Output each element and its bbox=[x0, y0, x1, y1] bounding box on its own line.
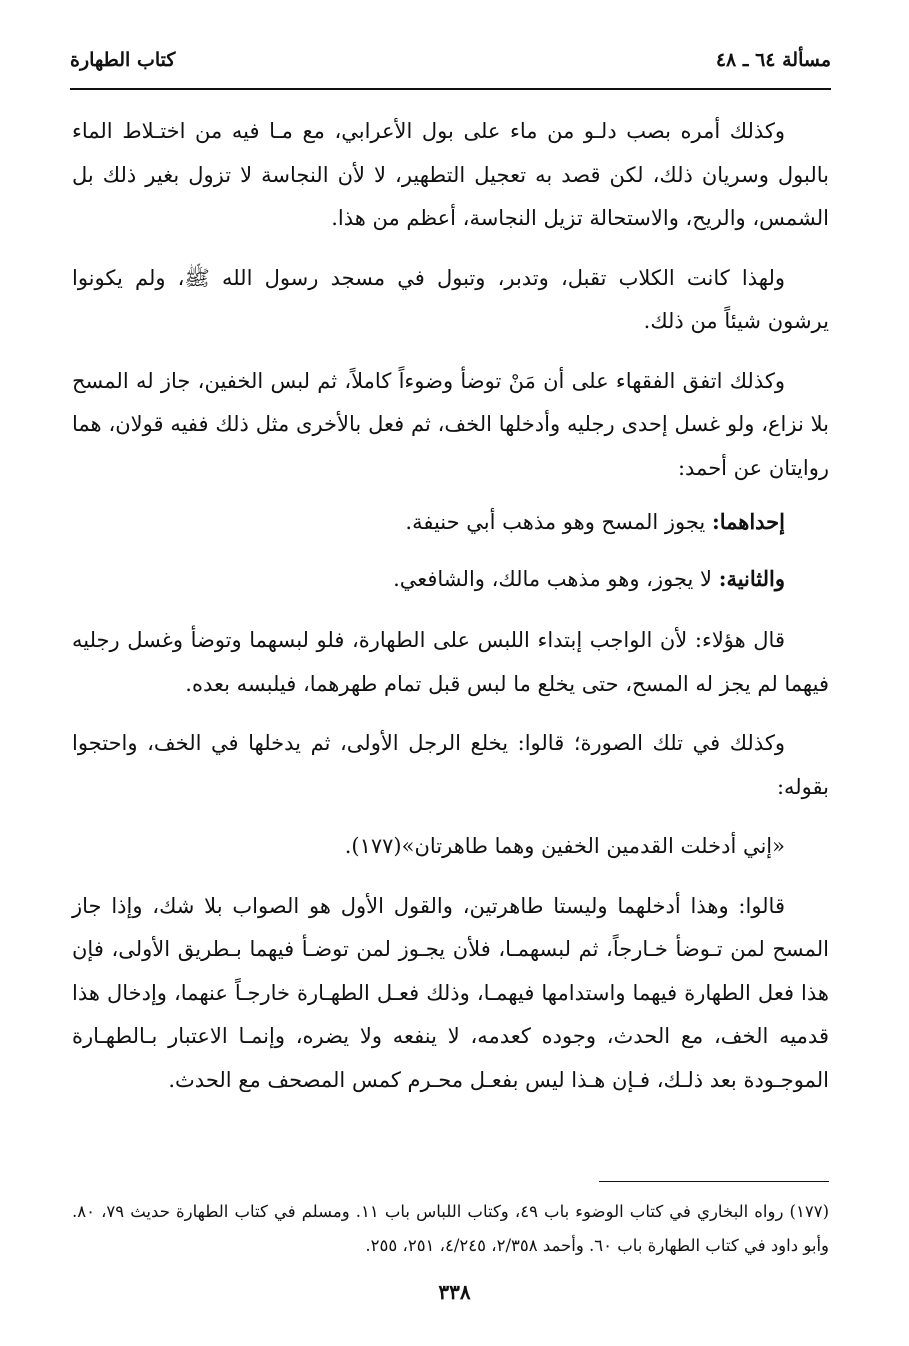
page-number: ٣٣٨ bbox=[438, 1280, 471, 1304]
main-text bbox=[72, 110, 829, 1118]
opinion-label: إحداهما: bbox=[711, 509, 785, 534]
opinion-item bbox=[72, 557, 829, 602]
header-divider bbox=[70, 88, 831, 90]
footnote-divider bbox=[599, 1181, 829, 1182]
hadith-quote: «إني أدخلت القدمين الخفين وهما طاهرتان»(١٧٧). bbox=[344, 834, 785, 858]
paragraph: قالوا: وهذا أدخلهما وليستا طاهرتين، والقول الأول هو الصواب بلا شك، وإذا جاز المسح لمن تـوضأ خـارجاً، ثم لبسهمـا، فلأن يجـوز لمن توضـأ فيهما بـطريق الأولى، فإن هذا فعل الطهارة فيهما واستدامها فيهمـا، وذلك فعـل الطهـارة خارجـاً عنهما، وإدخال هذا قدميه الخف، مع الحدث، وجوده كعدمه، لا ينفعه ولا يضره، وإنمـا الاعتبار بـالطهـارة الموجـودة بعد ذلـك، فـإن هـذا ليس بفعـل محـرم كمس المصحف مع الحدث. bbox=[72, 893, 829, 1092]
paragraph: ولهذا كانت الكلاب تقبل، وتدبر، وتبول في مسجد رسول الله ﷺ، ولم يكونوا يرشون شيئاً من ذلك. bbox=[72, 265, 829, 333]
footnote: (١٧٧) رواه البخاري في كتاب الوضوء باب ٤٩، وكتاب اللباس باب ١١. ومسلم في كتاب الطهارة حديث ٧٩، ٨٠. وأبو داود في كتاب الطهارة باب ٦٠. وأحمد ٢/٣٥٨، ٤/٢٤٥، ٢٥١، ٢٥٥. bbox=[72, 1202, 830, 1255]
paragraph: وكذلك في تلك الصورة؛ قالوا: يخلع الرجل الأولى، ثم يدخلها في الخف، واحتجوا بقوله: bbox=[72, 731, 829, 799]
running-header bbox=[70, 40, 831, 80]
opinion-label: والثانية: bbox=[718, 565, 785, 591]
paragraph: وكذلك اتفق الفقهاء على أن مَنْ توضأ وضوءاً كاملاً، ثم لبس الخفين، جاز له المسح بلا نزاع، ولو غسل إحدى رجليه وأدخلها الخف، ثم فعل بالأخرى مثل ذلك ففيه قولان، هما روايتان عن أحمد: bbox=[72, 368, 829, 480]
opinion-text: يجوز المسح وهو مذهب أبي حنيفة. bbox=[405, 510, 706, 534]
opinion-text: لا يجوز، وهو مذهب مالك، والشافعي. bbox=[393, 566, 712, 591]
paragraph: قال هؤلاء: لأن الواجب إبتداء اللبس على الطهارة، فلو لبسهما وتوضأ وغسل رجليه فيهما لم يجز له المسح، حتى يخلع ما لبس قبل تمام طهرهما، فيلبسه بعده. bbox=[72, 628, 829, 696]
paragraph: وكذلك أمره بصب دلـو من ماء على بول الأعرابي، مع مـا فيه من اختـلاط الماء بالبول وسريان ذلك، لكن قصد به تعجيل التطهير، لا لأن النجاسة لا تزول بغير ذلك بل الشمس، والريح، والاستحالة تزيل النجاسة، أعظم من هذا. bbox=[72, 119, 829, 230]
header-issue-label: مسألة ٦٤ ـ ٤٨ bbox=[715, 49, 831, 71]
header-book-title: كتاب الطهارة bbox=[70, 49, 176, 71]
opinion-item bbox=[72, 500, 829, 545]
